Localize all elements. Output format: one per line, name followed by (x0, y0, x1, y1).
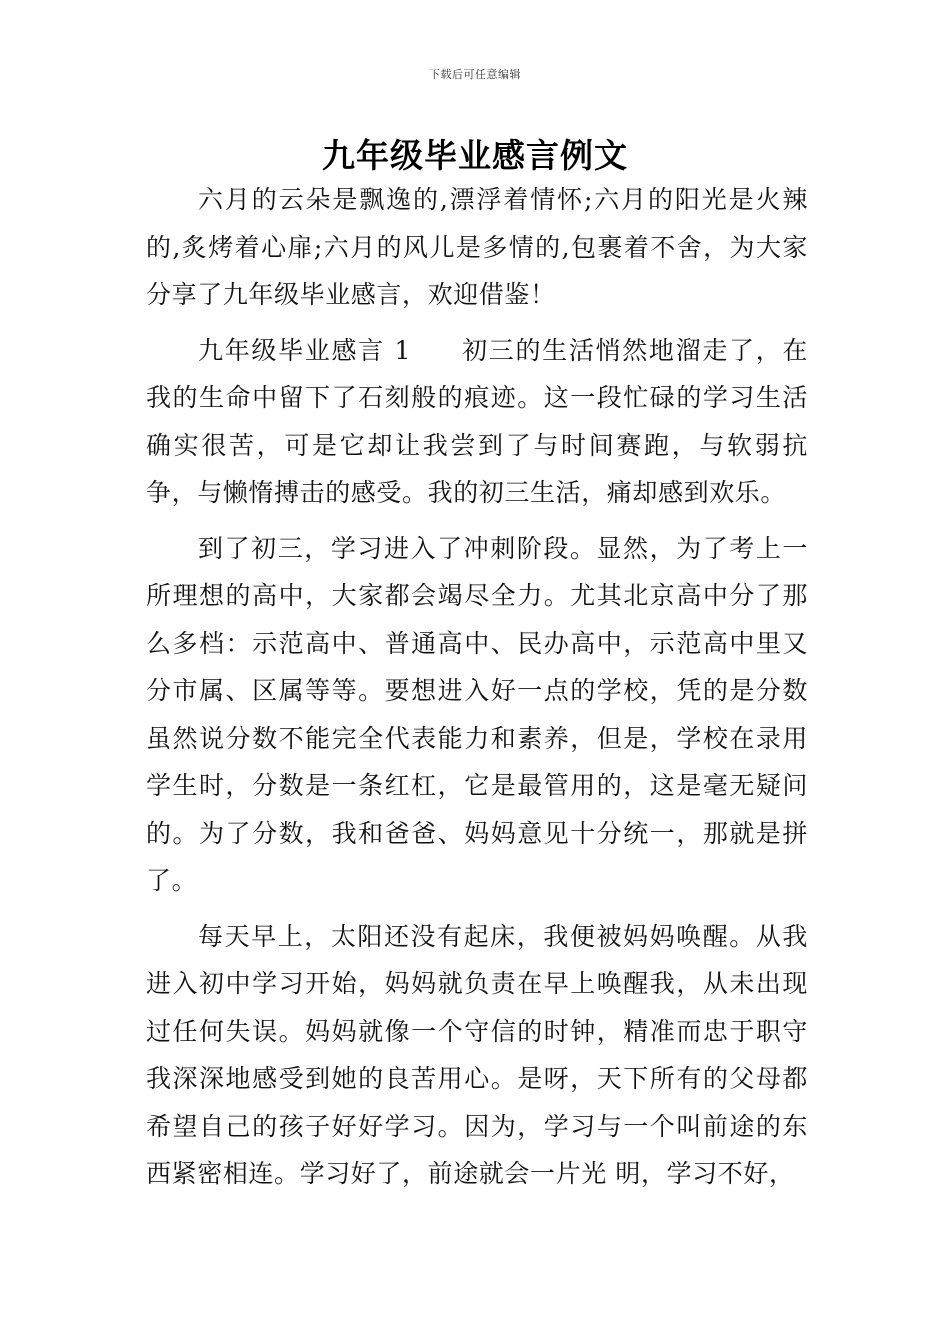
section-1-paragraph (146, 327, 808, 517)
document-body (146, 176, 808, 1198)
header-note: 下载后可任意编辑 (429, 68, 521, 81)
section-first-text: 初三的生活悄然地溜走了，在我的生命中留下了石刻般的痕迹。这一段忙碌的学习生活确实很苦，可是它却让我尝到了与时间赛跑，与软弱抗争，与懒惰搏击的感受。我的初三生活，痛却感到欢乐。 (146, 335, 808, 507)
paragraph-3: 每天早上，太阳还没有起床，我便被妈妈唤醒。从我进入初中学习开始，妈妈就负责在早上唤醒我，从未出现过任何失误。妈妈就像一个守信的时钟，精准而忠于职守我深深地感受到她的良苦用心。是呀，天下所有的父母都希望自己的孩子好好学习。因为，学习与一个叫前途的东西紧密相连。学习好了，前途就会一片光 明，学习不好， (146, 921, 808, 1188)
paragraph-2: 到了初三，学习进入了冲刺阶段。显然，为了考上一所理想的高中，大家都会竭尽全力。尤其北京高中分了那么多档：示范高中、普通高中、民办高中，示范高中里又分市属、区属等等。要想进入好一点的学校，凭的是分数虽然说分数不能完全代表能力和素养，但是，学校在录用学生时，分数是一条红杠，它是最管用的，这是毫无疑问的。为了分数，我和爸爸、妈妈意见十分统一，那就是拼了。 (146, 533, 808, 895)
intro-paragraph: 六月的云朵是飘逸的,漂浮着情怀;六月的阳光是火辣的,炙烤着心扉;六月的风儿是多情的,包裹着不舍，为大家分享了九年级毕业感言，欢迎借鉴！ (146, 185, 808, 309)
section-heading: 九年级毕业感言 1 (198, 335, 411, 365)
document-title: 九年级毕业感言例文 (322, 136, 628, 175)
